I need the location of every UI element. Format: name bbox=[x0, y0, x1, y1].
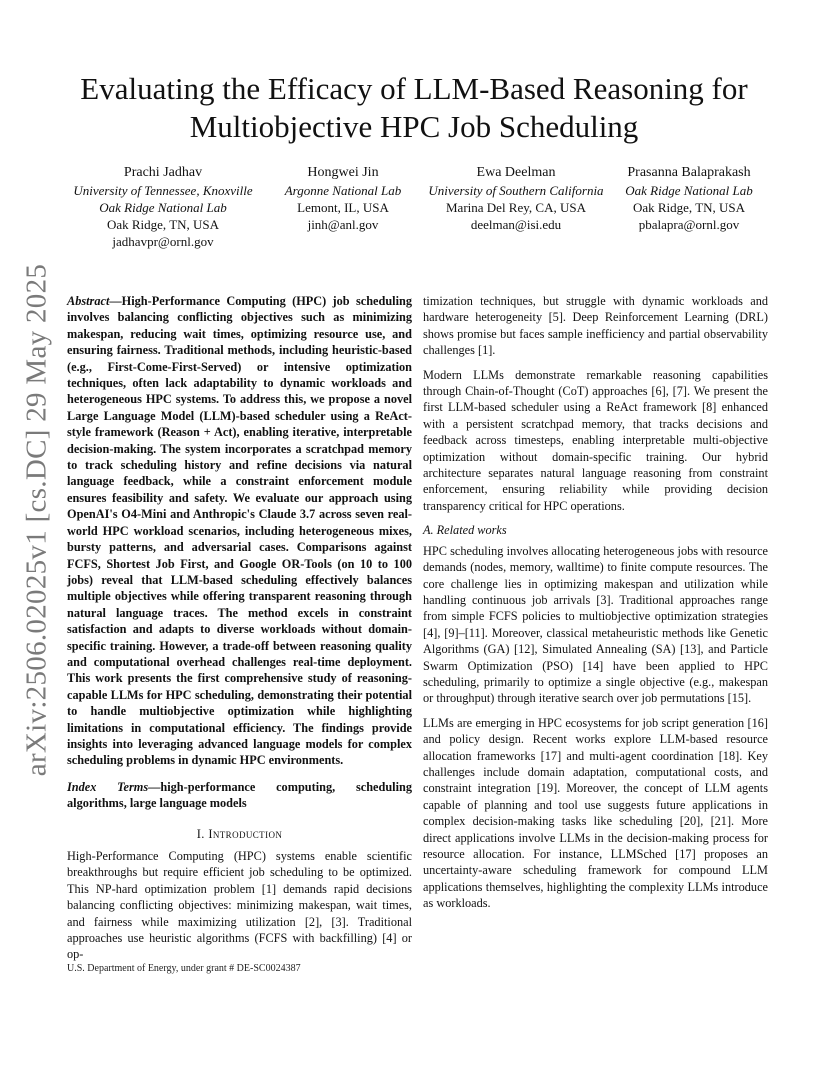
right-column bbox=[423, 293, 768, 920]
index-terms-text: —high-performance computing, scheduling algorithms, large language models bbox=[67, 779, 412, 811]
index-terms bbox=[67, 779, 412, 812]
section-heading-introduction: I. Introduction bbox=[196, 826, 283, 841]
author-affiliation: Oak Ridge National Lab bbox=[625, 183, 753, 198]
author-name: Hongwei Jin bbox=[307, 165, 379, 180]
arxiv-sidebar bbox=[12, 263, 62, 777]
author-email: deelman@isi.edu bbox=[470, 217, 562, 232]
author-block-1 bbox=[58, 164, 268, 250]
author-location: Lemont, IL, USA bbox=[297, 200, 389, 215]
subsection-heading-related-works: A. Related works bbox=[423, 523, 507, 538]
author-block-3 bbox=[418, 164, 614, 233]
author-location: Oak Ridge, TN, USA bbox=[632, 200, 746, 215]
intro-paragraph-1: High-Performance Computing (HPC) systems enable scientific breakthroughs but require efficient job scheduling to be optimized. This NP-hard optimization problem [1] demands rapid decisions balancing conflicting objectives: minimizing makespan, wait times, and fairness while maximizing utilization [2], [3]. Traditional approaches use heuristic algorithms (FCFS with backfilling) [4] or op- bbox=[67, 849, 412, 962]
author-block-2 bbox=[268, 164, 418, 233]
author-block-4 bbox=[614, 164, 764, 233]
author-location: Oak Ridge, TN, USA bbox=[106, 217, 220, 232]
related-works-paragraph-1: HPC scheduling involves allocating heterogeneous jobs with resource demands (nodes, memory, walltime) to finite compute resources. The core challenge lies in optimizing makespan and utilization while handling continuous job arrivals [3]. Traditional approaches range from simple FCFS policies to multiobjective optimization strategies [4], [9]–[11]. Moreover, classical metaheuristic methods like Genetic Algorithms (GA) [12], Simulated Annealing (SA) [13], and Particle Swarm Optimization (PSO) [14] have been applied to HPC scheduling, primarily to optimize a single objective (e.g., makespan or throughput) through iterative search over job permutations [15]. bbox=[423, 543, 768, 706]
author-affiliation: University of Southern California bbox=[428, 183, 604, 198]
author-location: Marina Del Rey, CA, USA bbox=[446, 200, 586, 215]
author-name: Prasanna Balaprakash bbox=[627, 165, 751, 180]
intro-paragraph-2: Modern LLMs demonstrate remarkable reasoning capabilities through Chain-of-Thought (CoT) approaches [6], [7]. We present the first LLM-based scheduler using a ReAct framework [8] enhanced with a persistent scratchpad memory, that tracks decisions and feedback across timesteps, enabling interpretable multi-objective optimization without domain-specific training. Our hybrid architecture separates natural language reasoning from constraint enforcement, ensuring reliability while providing decision transparency critical for HPC operations. bbox=[423, 367, 768, 513]
author-email: jinh@anl.gov bbox=[307, 217, 379, 232]
author-affiliation: Argonne National Lab bbox=[284, 183, 402, 198]
funding-footnote: U.S. Department of Energy, under grant # DE-SC0024387 bbox=[67, 963, 301, 974]
author-affiliation-2: Oak Ridge National Lab bbox=[99, 200, 227, 215]
left-column bbox=[67, 293, 412, 971]
abstract bbox=[67, 293, 412, 769]
index-terms-label: Index Terms bbox=[67, 779, 149, 794]
arxiv-identifier: arXiv:2506.02025v1 [cs.DC] 29 May 2025 bbox=[20, 263, 53, 777]
intro-paragraph-1-continued: timization techniques, but struggle with dynamic workloads and hardware heterogeneity [5]. Deep Reinforcement Learning (DRL) shows promise but faces sample inefficiency and partial observability challenges [1]. bbox=[423, 294, 768, 358]
paper-title: Evaluating the Efficacy of LLM-Based Reasoning for Multiobjective HPC Job Scheduling bbox=[80, 71, 748, 144]
author-email: jadhavpr@ornl.gov bbox=[112, 234, 214, 249]
related-works-paragraph-2: LLMs are emerging in HPC ecosystems for job script generation [16] and policy design. Recent works explore LLM-based resource allocation frameworks [17] and multi-agent coordination [18]. Key challenges include domain adaptation, computational costs, and constraint integration [19]. Moreover, the concept of LLM agents capable of planning and tool use suggests future applications in complex decision-making tasks like scheduling [20], [21]. More direct applications involve LLMs in the decision-making process for resource allocation. For instance, LLMSched [17] proposes an uncertainty-aware scheduling framework for compound LLM applications themselves, highlighting the complexity LLMs introduce as workloads. bbox=[423, 715, 768, 911]
author-name: Prachi Jadhav bbox=[123, 165, 203, 180]
abstract-text: —High-Performance Computing (HPC) job scheduling involves balancing conflicting objectives such as minimizing makespan, reducing wait times, optimizing resource use, and ensuring fairness. Traditional methods, including heuristic-based (e.g., First-Come-First-Served) or intensive optimization techniques, often lack adaptability to dynamic workloads and heterogeneous HPC systems. To address this, we propose a novel Large Language Model (LLM)-based scheduler using a ReAct-style framework (Reason + Act), enabling iterative, interpretable decision-making. The system incorporates a scratchpad memory to track scheduling history and refine decisions via natural language feedback, while a constraint enforcement module ensures feasibility and safety. We evaluate our approach using OpenAI's O4-Mini and Anthropic's Claude 3.7 across seven real-world HPC workload scenarios, including heterogeneous mixes, bursty patterns, and adversarial cases. Comparisons against FCFS, Shortest Job First, and Google OR-Tools (on 10 to 100 jobs) reveal that LLM-based scheduling effectively balances multiple objectives while offering transparent reasoning through natural language traces. The method excels in constraint satisfaction and adapts to diverse workloads without domain-specific training. However, a trade-off between reasoning quality and computational overhead challenges real-time deployment. This work presents the first comprehensive study of reasoning-capable LLMs for HPC scheduling, demonstrating their potential to handle multiobjective optimization while highlighting limitations in computational efficiency. The findings provide insights into leveraging advanced language models for complex scheduling problems in dynamic HPC environments. bbox=[67, 294, 412, 768]
author-affiliation: University of Tennessee, Knoxville bbox=[73, 183, 253, 198]
author-email: pbalapra@ornl.gov bbox=[638, 217, 740, 232]
abstract-label: Abstract bbox=[67, 294, 110, 308]
author-name: Ewa Deelman bbox=[476, 165, 556, 180]
